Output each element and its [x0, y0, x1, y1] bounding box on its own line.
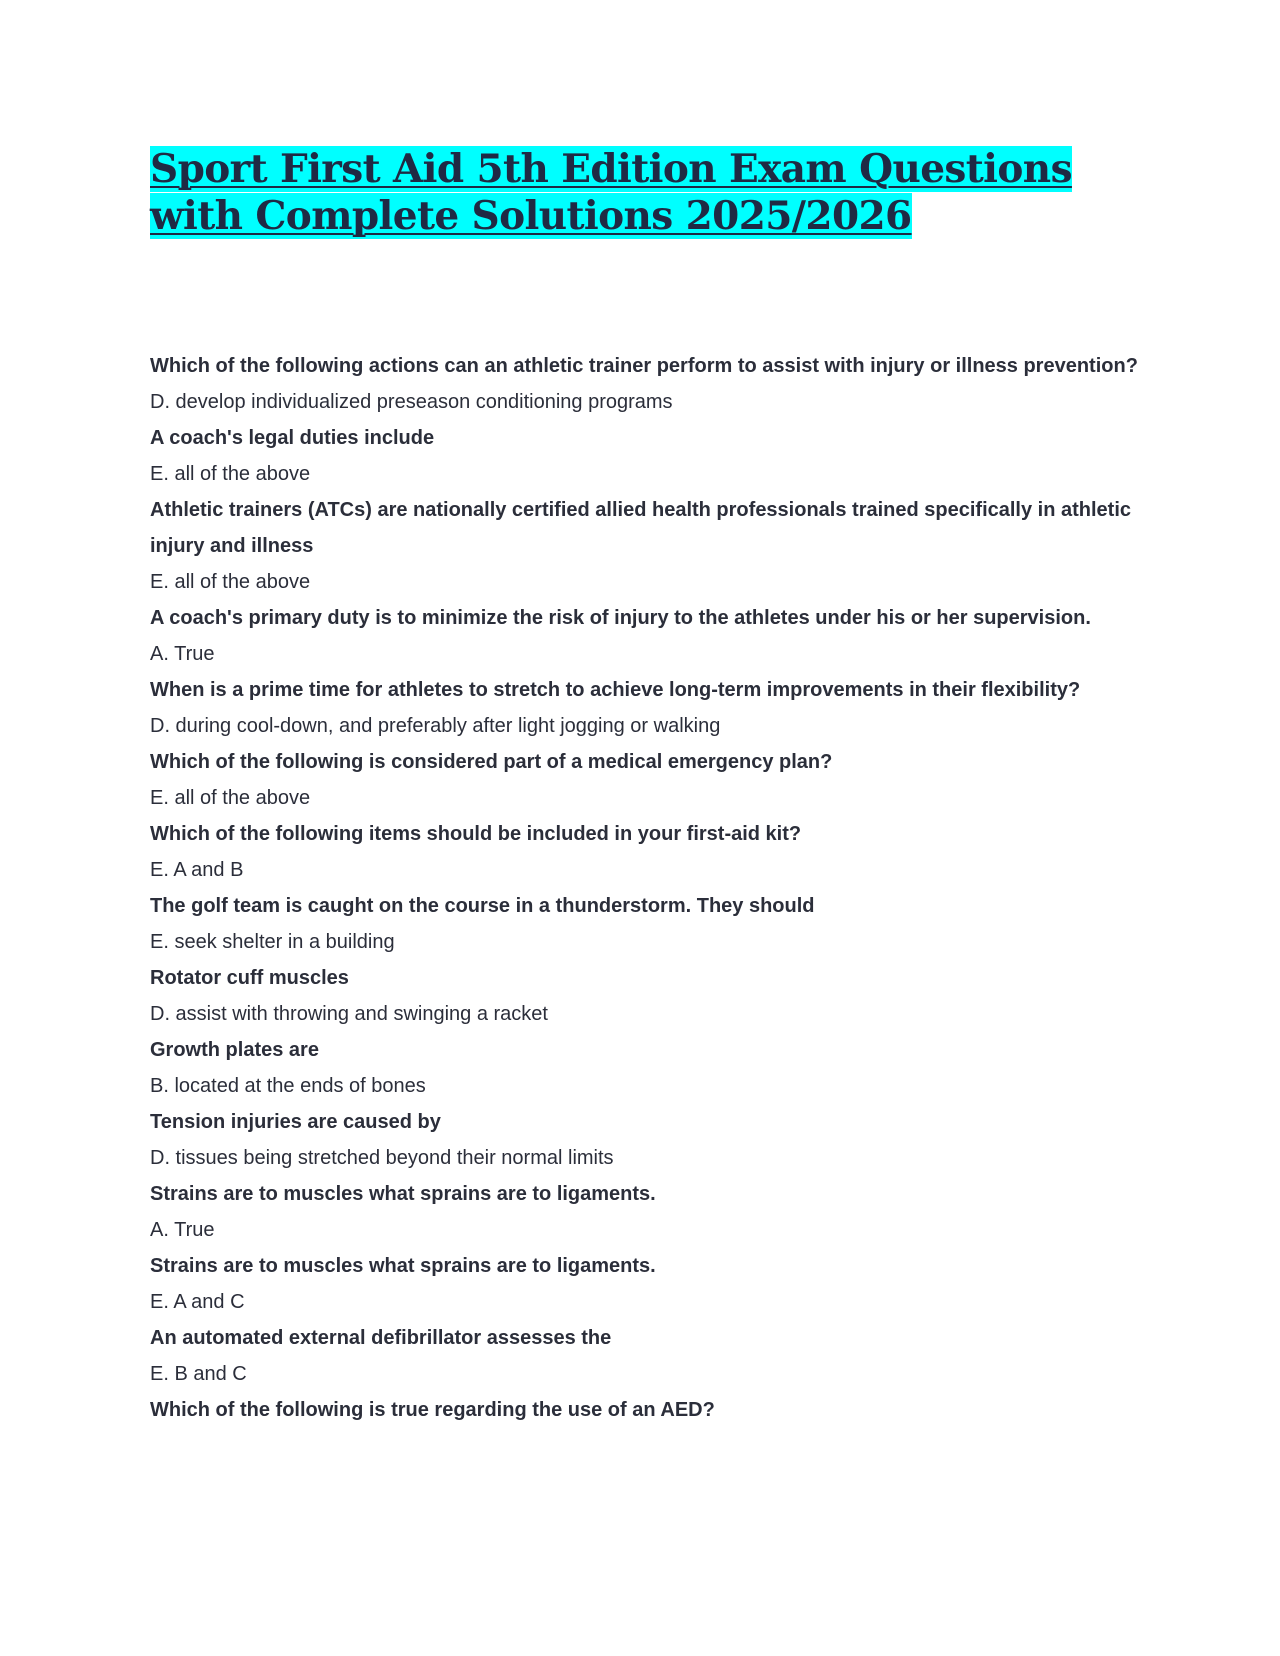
answer-text: D. assist with throwing and swinging a racket [150, 1003, 548, 1025]
question-text: Rotator cuff muscles [150, 967, 349, 989]
qa-item [150, 1392, 1150, 1428]
answer-text: D. during cool-down, and preferably after light jogging or walking [150, 715, 721, 737]
question-text: A coach's primary duty is to minimize the risk of injury to the athletes under his or her supervision. [150, 607, 1091, 629]
qa-item [150, 1176, 1150, 1248]
title-line-2: with Complete Solutions 2025/2026 [150, 193, 912, 239]
qa-item [150, 1104, 1150, 1176]
question-text: When is a prime time for athletes to stretch to achieve long-term improvements in their flexibility? [150, 679, 1081, 701]
question-text: Athletic trainers (ATCs) are nationally certified allied health professionals trained specifically in athletic injury and illness [150, 499, 1132, 557]
answer-text: E. seek shelter in a building [150, 931, 395, 953]
qa-item [150, 1320, 1150, 1392]
question-text: Which of the following items should be included in your first-aid kit? [150, 823, 802, 845]
qa-item [150, 348, 1150, 420]
question-text: A coach's legal duties include [150, 427, 435, 449]
question-text: An automated external defibrillator assesses the [150, 1327, 612, 1349]
question-text: Which of the following actions can an athletic trainer perform to assist with injury or illness prevention? [150, 355, 1138, 377]
question-text: Which of the following is true regarding the use of an AED? [150, 1399, 715, 1421]
qa-item [150, 492, 1150, 600]
answer-text: E. A and C [150, 1291, 245, 1313]
question-text: Strains are to muscles what sprains are to ligaments. [150, 1255, 656, 1277]
qa-item [150, 888, 1150, 960]
qa-item [150, 1032, 1150, 1104]
qa-item [150, 600, 1150, 672]
question-text: Strains are to muscles what sprains are to ligaments. [150, 1183, 656, 1205]
qa-item [150, 420, 1150, 492]
document-title [150, 146, 1140, 240]
qa-item [150, 1248, 1150, 1320]
answer-text: D. tissues being stretched beyond their normal limits [150, 1147, 614, 1169]
answer-text: A. True [150, 1219, 215, 1241]
question-text: Growth plates are [150, 1039, 319, 1061]
answer-text: E. B and C [150, 1363, 247, 1385]
answer-text: B. located at the ends of bones [150, 1075, 426, 1097]
qa-item [150, 816, 1150, 888]
qa-item [150, 672, 1150, 744]
question-answer-list [150, 348, 1150, 1428]
question-text: Tension injuries are caused by [150, 1111, 441, 1133]
title-line-1: Sport First Aid 5th Edition Exam Questions [150, 146, 1072, 192]
answer-text: D. develop individualized preseason conditioning programs [150, 391, 673, 413]
qa-item [150, 744, 1150, 816]
qa-item [150, 960, 1150, 1032]
answer-text: E. all of the above [150, 787, 311, 809]
question-text: The golf team is caught on the course in a thunderstorm. They should [150, 895, 815, 917]
answer-text: E. all of the above [150, 463, 311, 485]
question-text: Which of the following is considered part of a medical emergency plan? [150, 751, 833, 773]
answer-text: E. all of the above [150, 571, 311, 593]
answer-text: A. True [150, 643, 215, 665]
answer-text: E. A and B [150, 859, 244, 881]
